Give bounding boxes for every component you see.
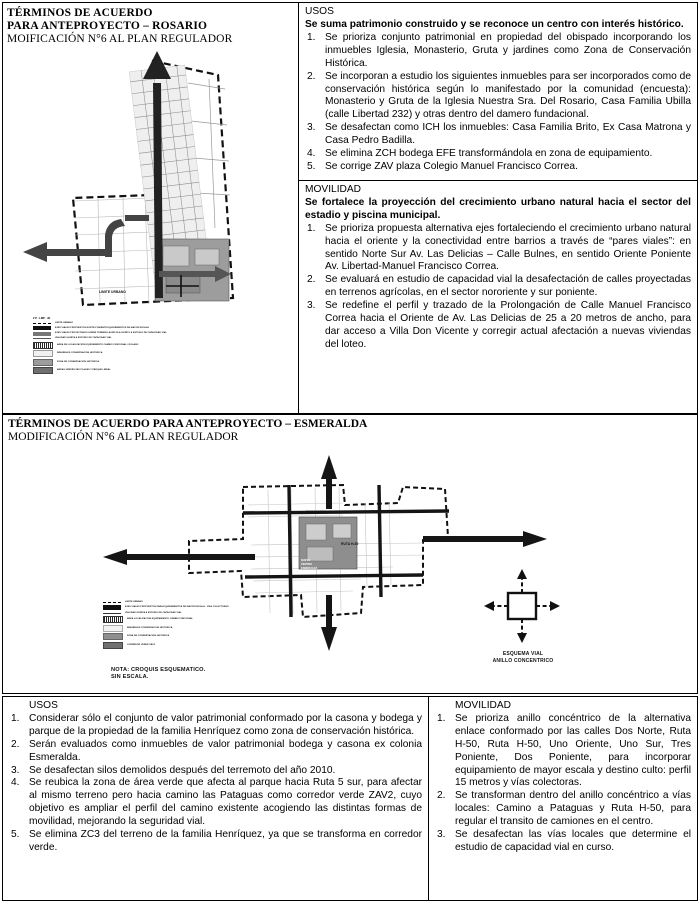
legend-label: EJES VIALES PROPUESTOS PARA EQUIPAMIENTOS DE MAYOR ESCALA - VIAS COLECTORAS xyxy=(125,606,229,609)
legend-label: ZONA DE CONSERVACION HISTORICA xyxy=(57,360,100,363)
rosario-title-block xyxy=(3,3,298,46)
movilidad-heading: MOVILIDAD xyxy=(305,183,362,195)
legend-label: INMUEBLES CONSERVACION HISTORICA xyxy=(57,352,103,355)
legend-item xyxy=(33,342,203,349)
list-item: Se desafectan como ICH los inmuebles: Casa Familia Brito, Ex Casa Matrona y Casa Pedro Badilla. xyxy=(325,122,691,147)
esmeralda-title-block xyxy=(3,415,697,444)
esmeralda-subtitle: MODIFICACIÓN N°6 AL PLAN REGULADOR xyxy=(8,431,239,444)
list-item: Se elimina ZC3 del terreno de la familia Henríquez, ya que se transforma en corredor verde. xyxy=(29,829,422,854)
esmeralda-legend xyxy=(103,601,283,650)
esquema-vial-caption xyxy=(443,651,603,665)
legend-swatch-light xyxy=(33,350,53,357)
legend-swatch-solid-gray xyxy=(33,332,51,336)
legend-label: AREAS VERDES ZAV PLAZAS Y PARQUE LINEAL xyxy=(57,369,111,372)
legend-item xyxy=(33,337,203,340)
list-item: Considerar sólo el conjunto de valor patrimonial conformado por la casona y bodega y parque de la propiedad de la familia Henríquez como zona de conservación histórica. xyxy=(29,712,422,737)
legend-swatch-mid-gray xyxy=(103,633,123,640)
legend-item xyxy=(33,322,203,325)
rosario-title-line2: PARA ANTEPROYECTO – ROSARIO xyxy=(7,19,208,32)
esmeralda-movilidad-block xyxy=(429,697,697,859)
esquema-caption-line1: ESQUEMA VIAL xyxy=(502,651,544,657)
legend-swatch-hatch xyxy=(103,616,123,623)
legend-swatch-hatch xyxy=(33,342,53,349)
rosario-map-graphic xyxy=(3,43,299,313)
movilidad-list xyxy=(435,713,691,855)
legend-label: LIMITE URBANO xyxy=(125,601,144,603)
legend-label: CORREDOR VERDE ZAV2 xyxy=(127,643,155,646)
esmeralda-title: TÉRMINOS DE ACUERDO PARA ANTEPROYECTO – ESMERALDA xyxy=(8,418,368,430)
usos-heading: USOS xyxy=(305,6,334,17)
list-item: Se redefine el perfil y trazado de la Prolongación de Calle Manuel Francisco Correa hacia el Oriente de Av. Las Delicias de 25 a 20 metros de ancho, para dar acceso a Villa Don Vicente y corregir actual afectación a nuevas viviendas del loteo. xyxy=(325,300,691,350)
list-item: Se prioriza conjunto patrimonial en propiedad del obispado incorporando los inmuebles Iglesia, Monasterio, Gruta y jardines como Zona de Conservación Histórica. xyxy=(325,31,691,69)
legend-label: ZONA DE CONSERVACION HISTORICA xyxy=(127,635,170,638)
legend-label: AREA DE LOCALIZACION EQUIPAMIENTO CAMBIO FUNCIONAL / ROLANO xyxy=(57,343,139,346)
list-item: Serán evaluados como inmuebles de valor patrimonial bodega y casona ex colonia Esmeralda. xyxy=(29,738,422,763)
legend-swatch-dark-gray xyxy=(103,642,123,649)
legend-swatch-solid-black xyxy=(33,326,51,330)
esquema-caption-line2: ANILLO CONCENTRICO xyxy=(492,657,554,664)
legend-swatch-solid-black xyxy=(103,605,121,610)
list-item: Se evaluará en estudio de capacidad vial la desafectación de calles proyectadas en terrenos agrícolas, en el sector nororiente y sur poniente. xyxy=(325,274,691,299)
list-item: Se incorporan a estudio los siguientes inmuebles para ser incorporados como de conservación histórica según lo manifestado por la comunidad (encuesta): Monasterio y Gruta de la Iglesia Nuestra Sra. Del Rosario, Casa Familia Ubilla (calle Libertad 232) y otras dentro del damero fundacional. xyxy=(325,70,691,121)
usos-lead: Se suma patrimonio construido y se reconoce un centro con interés histórico. xyxy=(305,18,684,30)
list-item: Se elimina ZCH bodega EFE transformándola en zona de equipamiento. xyxy=(325,148,653,160)
list-item: Se prioriza propuesta alternativa ejes fortaleciendo el crecimiento urbano natural hacia el oriente y la conectividad entre barrios a través de “pares viales”: en sentido Norte Sur Av. Las Delicias – Calle Bulnes, en sentido Oriente Poniente Av. Libertad-Manuel Francisco Correa. xyxy=(325,222,691,273)
rosario-usos-block xyxy=(299,3,697,178)
esmeralda-text-section xyxy=(2,696,698,901)
movilidad-lead: Se fortalece la proyección del crecimiento urbano natural hacia el sector del estadio y piscina municipal. xyxy=(305,196,691,221)
legend-label: VIALIDAD SUJETA A ESTUDIO DE CAPACIDAD VIAL xyxy=(55,337,112,340)
legend-swatch-light xyxy=(103,625,123,632)
legend-item xyxy=(103,633,283,640)
legend-swatch-line-gray xyxy=(33,338,51,339)
list-item: Se desafectan silos demolidos después del terremoto del año 2010. xyxy=(29,764,336,776)
legend-item xyxy=(103,601,283,604)
legend-swatch-dark-gray xyxy=(33,367,53,374)
legend-swatch-mid-gray xyxy=(33,359,53,366)
legend-item xyxy=(103,616,283,623)
rosario-legend-title: Z P - LMP - JE xyxy=(33,317,51,320)
esmeralda-usos-panel xyxy=(3,697,429,900)
esmeralda-usos-block xyxy=(3,697,428,859)
esmeralda-movilidad-panel xyxy=(429,697,697,900)
list-item: Se desafectan las vías locales que determine el estudio de capacidad vial en curso. xyxy=(455,829,691,854)
legend-label: LIMITE URBANO xyxy=(55,322,74,324)
note-line-1: NOTA: CROQUIS ESQUEMATICO. xyxy=(111,667,206,673)
legend-label: EJES VIALES PROPUESTOS NORTE-PONIENTE EQUIPAMIENTOS DE MAYOR ESCALA xyxy=(55,326,149,329)
legend-item xyxy=(103,612,283,615)
rosario-text-panel xyxy=(299,3,697,413)
svg-text:NUEVO: NUEVO xyxy=(301,559,311,562)
rosario-subtitle: MOIFICACIÓN N°6 AL PLAN REGULADOR xyxy=(7,32,233,45)
legend-item xyxy=(33,350,203,357)
legend-item xyxy=(103,625,283,632)
svg-text:LIMITE URBANO: LIMITE URBANO xyxy=(99,290,126,294)
legend-swatch-dashed-black xyxy=(33,323,51,324)
esmeralda-map-note xyxy=(111,667,206,682)
rosario-legend xyxy=(33,317,203,376)
esquema-vial-diagram xyxy=(458,567,588,647)
legend-item xyxy=(33,332,203,336)
legend-label: INMUEBLES CONSERVACION HISTORICA xyxy=(127,626,173,629)
rosario-section xyxy=(2,2,698,414)
legend-label: AREA LOCALIZACION EQUIPAMIENTO CAMBIO FUNCIONAL xyxy=(127,618,193,621)
list-item: Se corrige ZAV plaza Colegio Manuel Francisco Correa. xyxy=(325,160,578,172)
movilidad-list xyxy=(305,223,691,352)
legend-swatch-dashed-black xyxy=(103,602,121,603)
legend-item xyxy=(33,359,203,366)
legend-item xyxy=(103,605,283,610)
list-item: Se reubica la zona de área verde que afecta al parque hacia Ruta 5 sur, para afectar al mismo terreno pero hacia camino las Pataguas como corredor verde ZAV2, cuyo objetivo es ampliar el perfil del camino existente acogiendo las distintas formas de movilidad, mejorando la seguridad vial. xyxy=(29,777,422,828)
rosario-movilidad-block xyxy=(299,181,697,356)
svg-text:RUTA H-50: RUTA H-50 xyxy=(341,542,359,546)
rosario-map-panel xyxy=(3,3,299,413)
usos-heading: USOS xyxy=(29,700,58,711)
legend-item xyxy=(103,642,283,649)
svg-text:CENTRO: CENTRO xyxy=(301,563,312,566)
legend-label: VIALIDAD SUJETA A ESTUDIO DE CAPACIDAD VIAL xyxy=(125,611,182,614)
usos-list xyxy=(9,713,422,855)
legend-swatch-line-gray xyxy=(103,613,121,614)
svg-text:ESMERALDA: ESMERALDA xyxy=(301,567,318,570)
legend-label: EJES VIALES PROYECTADOS SOBRE TERRENO AGRICOLA SUJETO A ESTUDIO DE CAPACIDAD VIAL xyxy=(55,332,167,335)
rosario-title-line1: TÉRMINOS DE ACUERDO xyxy=(7,7,153,19)
list-item: Se transforman dentro del anillo concéntrico a vías locales: Camino a Pataguas y Ruta H-50, para regular el transito de camiones en el centro. xyxy=(455,790,691,828)
movilidad-heading: MOVILIDAD xyxy=(455,700,512,711)
list-item: Se prioriza anillo concéntrico de la alternativa enlace conformado por las calles Dos Norte, Ruta H-50, Ruta H-50, Uno Oriente, Uno Sur, Tres Poniente, Dos Poniente, para incorporar equipamiento de mayor escala y destino culto: perfil 15 metros y vías colectoras. xyxy=(455,712,691,789)
legend-item xyxy=(33,367,203,374)
usos-list xyxy=(305,32,691,174)
note-line-2: SIN ESCALA. xyxy=(111,674,149,681)
svg-text:DOS NORTE: DOS NORTE xyxy=(306,510,327,514)
legend-item xyxy=(33,326,203,330)
esmeralda-section xyxy=(2,414,698,694)
